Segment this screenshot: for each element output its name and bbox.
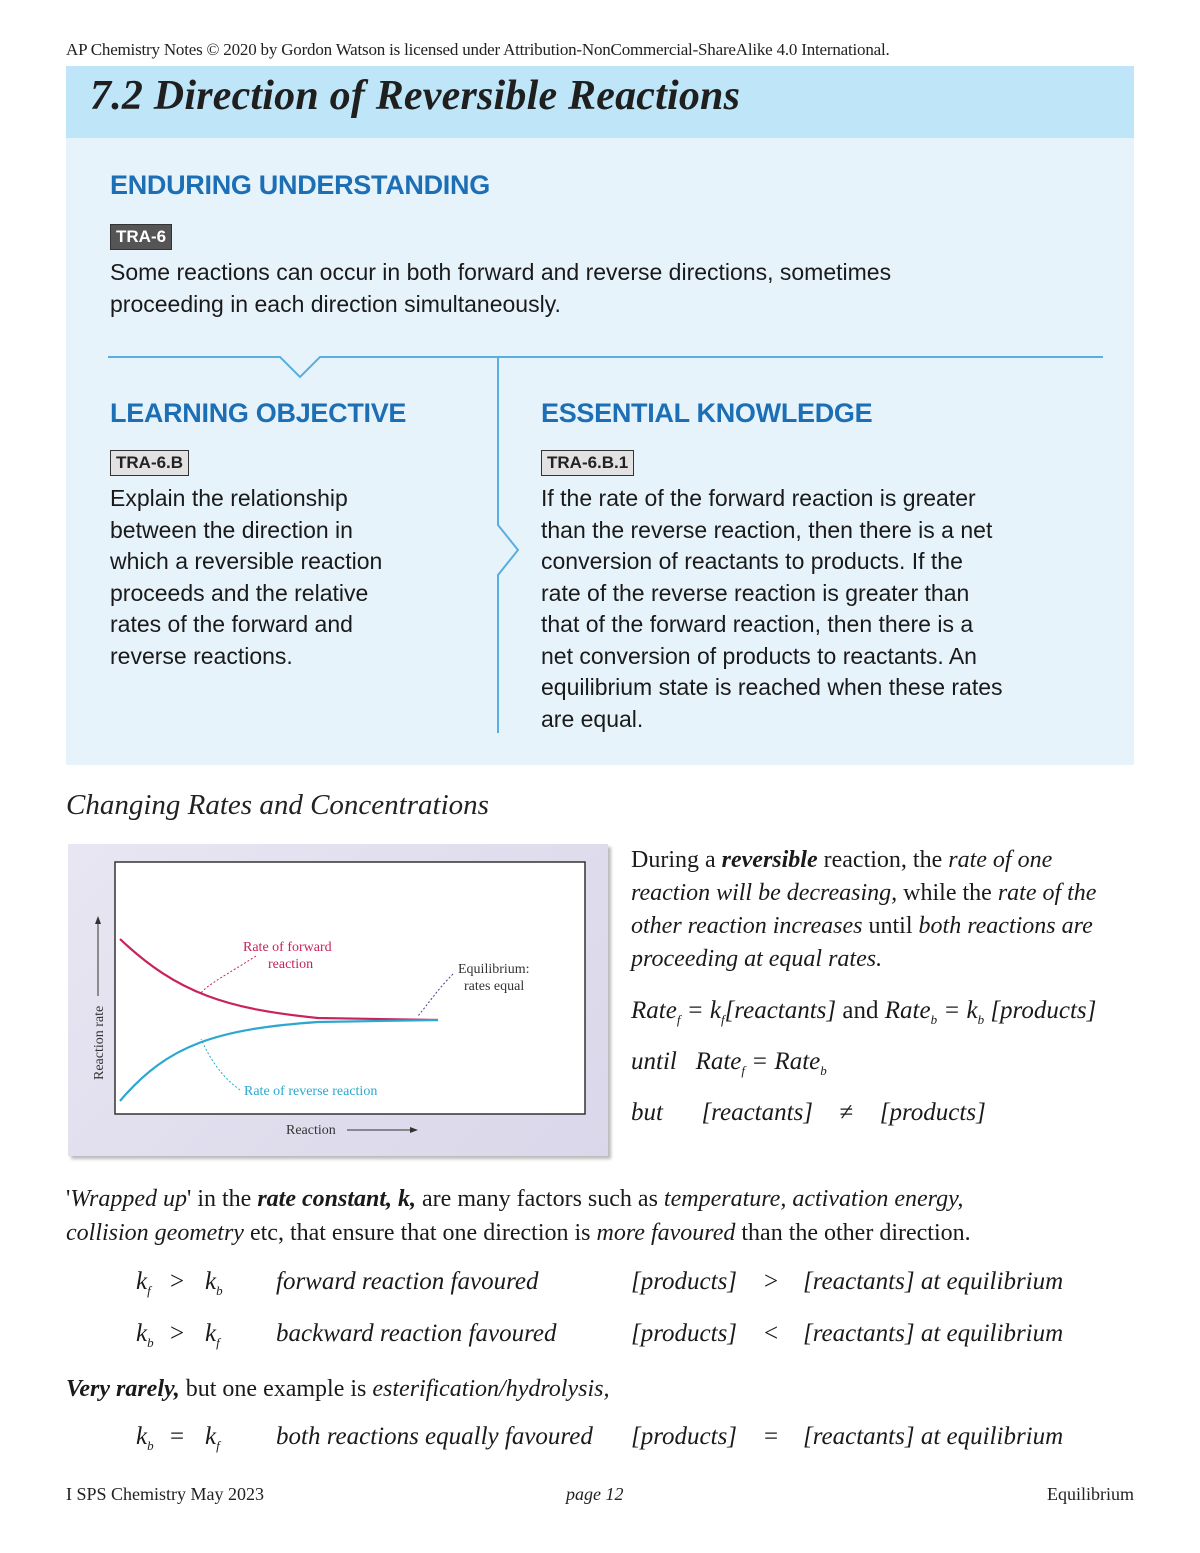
reversible-description	[631, 844, 1131, 976]
row-sub: b	[147, 1438, 154, 1453]
rate-figure	[68, 844, 608, 1156]
lo-line: rates of the forward and	[110, 611, 353, 637]
row-relation: >	[764, 1268, 779, 1295]
x-arrowhead	[410, 1127, 418, 1133]
lo-line: proceeds and the relative	[110, 579, 369, 606]
equilibrium-label-2: rates equal	[464, 979, 525, 994]
text-span: rate of the other reaction increases	[631, 880, 1097, 939]
lo-line: Explain the relationship	[110, 485, 348, 511]
text-span: rate of one reaction will be decreasing,	[631, 847, 1053, 906]
y-axis-label: Reaction rate	[92, 1005, 107, 1080]
row-k: k	[205, 1320, 217, 1347]
row-sub: f	[216, 1438, 220, 1453]
ek-line: conversion of reactants to products. If the	[541, 548, 963, 574]
page-title: 7.2 Direction of Reversible Reactions	[90, 73, 741, 119]
row-op: >	[170, 1268, 185, 1295]
eq-sub: b	[820, 1063, 827, 1078]
rate-law-equation: Rate$_f$ = $k_f[reactants]$ and Rate$_b$ = $k_b$ [products]	[631, 997, 1097, 1027]
comparison-row-3	[136, 1423, 154, 1454]
eq-sub: f	[676, 1012, 681, 1027]
text-span: '	[187, 1186, 192, 1212]
eq-k: k	[709, 997, 721, 1024]
eq-sub: f	[741, 1063, 746, 1078]
text-span: Wrapped up	[70, 1186, 187, 1212]
footer-left: I SPS Chemistry May 2023	[66, 1484, 265, 1504]
eq-sub: b	[977, 1012, 985, 1027]
learning-objective-heading: LEARNING OBJECTIVE	[110, 398, 407, 428]
lo-line: between the direction in	[110, 516, 353, 543]
eq-until: until	[631, 1048, 677, 1075]
ek-line: If the rate of the forward reaction is greater	[541, 485, 976, 511]
row-k: k	[205, 1268, 217, 1295]
row-sub: f	[216, 1335, 220, 1350]
text-span: reaction, the	[823, 847, 943, 873]
lo-line: which a reversible reaction	[110, 548, 383, 574]
eq-products: [products]	[990, 997, 1097, 1024]
row-sub: f	[147, 1283, 151, 1298]
row-reactants: [reactants] at equilibrium	[803, 1268, 1064, 1295]
text-span: esterification/hydrolysis,	[372, 1376, 610, 1402]
text-span: than the other direction.	[735, 1220, 971, 1246]
eq-reactants: [reactants]	[724, 997, 837, 1024]
text-span: more favoured	[596, 1220, 736, 1246]
text-span: are many factors such as	[416, 1186, 664, 1212]
text-span: while the	[903, 880, 992, 906]
until-equation: until Rate$_f$ = Rate$_b$	[631, 1048, 827, 1078]
row-reactants: [reactants] at equilibrium	[803, 1423, 1064, 1450]
vertical-divider	[498, 357, 518, 733]
row-desc: both reactions equally favoured	[276, 1423, 593, 1450]
tag-tra-6b: TRA-6.B	[110, 450, 189, 476]
ek-line: than the reverse reaction, then there is a net	[541, 516, 993, 543]
equilibrium-label-1: Equilibrium:	[458, 962, 530, 977]
eq-rate: Rate	[695, 1048, 742, 1075]
text-span: etc, that ensure that one direction is	[243, 1220, 597, 1246]
enduring-understanding-text	[110, 257, 891, 320]
horizontal-divider	[108, 357, 1103, 377]
row-products: [products]	[631, 1423, 738, 1450]
text-span: reversible	[721, 847, 818, 873]
y-arrowhead	[95, 916, 101, 924]
row-sub: b	[147, 1335, 154, 1350]
text-span: collision geometry	[66, 1220, 244, 1246]
row-products: [products]	[631, 1320, 738, 1347]
eq-products: [products]	[879, 1099, 986, 1126]
forward-label-2: reaction	[268, 957, 314, 972]
text-span: '	[66, 1186, 71, 1212]
row-sub: b	[216, 1283, 223, 1298]
eq-k: k	[966, 997, 978, 1024]
comparison-row-2	[136, 1320, 154, 1351]
not-equal-sign: ≠	[839, 1099, 854, 1126]
row-k: k	[136, 1423, 148, 1450]
row-relation: <	[764, 1320, 779, 1347]
rate-figure-svg	[68, 844, 608, 1156]
section-heading: Changing Rates and Concentrations	[66, 789, 489, 821]
ek-line: rate of the reverse reaction is greater than	[541, 579, 970, 606]
learning-objective-text	[110, 483, 382, 672]
row-desc: forward reaction favoured	[276, 1268, 539, 1295]
text-span: temperature, activation energy,	[663, 1186, 964, 1212]
text-span: until	[868, 913, 913, 939]
row-reactants: [reactants] at equilibrium	[803, 1320, 1064, 1347]
row-op: >	[170, 1320, 185, 1347]
text-span: Very rarely,	[66, 1376, 180, 1402]
essential-knowledge-heading: ESSENTIAL KNOWLEDGE	[541, 398, 873, 428]
eq-rate: Rate	[774, 1048, 821, 1075]
text-span: rate constant, k,	[257, 1186, 417, 1212]
tag-tra-6b1: TRA-6.B.1	[541, 450, 634, 476]
essential-knowledge-text	[541, 483, 1003, 735]
reverse-label: Rate of reverse reaction	[244, 1084, 378, 1099]
eq-sub: f	[720, 1012, 725, 1027]
page-number: page 12	[566, 1484, 624, 1504]
eu-line-1: Some reactions can occur in both forward and reverse directions, sometimes	[110, 259, 892, 285]
enduring-understanding-heading: ENDURING UNDERSTANDING	[110, 170, 490, 200]
row-products: [products]	[631, 1268, 738, 1295]
but-equation	[631, 1099, 986, 1127]
license-text: AP Chemistry Notes © 2020 by Gordon Watson is licensed under Attribution-NonCommercial-ShareAlike 4.0 International.	[66, 40, 890, 59]
row-op: =	[170, 1423, 185, 1450]
ek-line: equilibrium state is reached when these rates	[541, 674, 1003, 700]
eq-but: but	[631, 1099, 663, 1126]
footer-right: Equilibrium	[1047, 1484, 1134, 1504]
ek-line: net conversion of products to reactants. An	[541, 642, 977, 669]
text-span: both reactions are proceeding at equal rates.	[631, 913, 1093, 972]
eu-line-2: proceeding in each direction simultaneously.	[110, 290, 561, 317]
text-span: but one example is	[179, 1376, 373, 1402]
eq-sub: b	[930, 1012, 938, 1027]
comparison-row-1	[136, 1268, 151, 1299]
row-k: k	[205, 1423, 217, 1450]
eq-and: and	[842, 997, 879, 1024]
eq-reactants: [reactants]	[701, 1099, 814, 1126]
text-span: in the	[191, 1186, 258, 1212]
lo-line: reverse reactions.	[110, 642, 293, 669]
ek-line: that of the forward reaction, then there is a	[541, 611, 974, 637]
eq-rate: Rate	[631, 997, 677, 1024]
row-k: k	[136, 1320, 148, 1347]
comparison-row-1-b	[205, 1268, 223, 1299]
rarely-paragraph	[66, 1372, 609, 1406]
tag-tra-6: TRA-6	[110, 224, 172, 250]
text-span: During a	[631, 847, 716, 873]
forward-label-1: Rate of forward	[243, 940, 332, 955]
row-desc: backward reaction favoured	[276, 1320, 557, 1347]
comparison-row-2-b	[205, 1320, 220, 1351]
eq-rate: Rate	[884, 997, 931, 1024]
comparison-row-3-b	[205, 1423, 220, 1454]
x-axis-label: Reaction	[286, 1123, 336, 1138]
row-k: k	[136, 1268, 148, 1295]
ek-line: are equal.	[541, 705, 644, 732]
title-bar	[66, 66, 1134, 138]
row-relation: =	[764, 1423, 779, 1450]
rate-constant-paragraph	[66, 1182, 1146, 1250]
